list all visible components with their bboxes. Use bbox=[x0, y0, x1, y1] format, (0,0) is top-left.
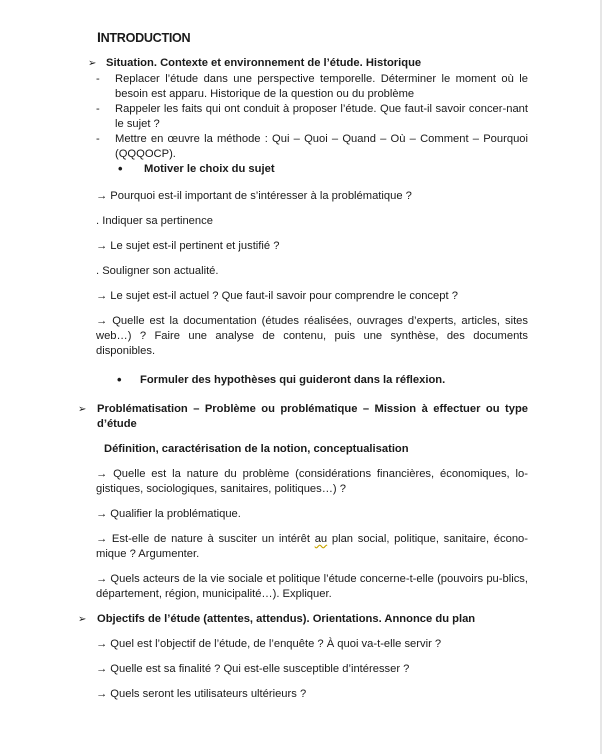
arrow-bullet-icon: ➢ bbox=[78, 404, 87, 415]
section-heading-objectifs bbox=[78, 612, 528, 627]
dash-bullet: - bbox=[96, 73, 100, 85]
section-heading-problematisation bbox=[78, 402, 528, 432]
bullet-heading-motiver bbox=[96, 162, 528, 177]
section-heading-text: Situation. Contexte et environnement de l’étude. Historique bbox=[106, 57, 422, 69]
paragraph: → Quel est l’objectif de l’étude, de l’enquête ? À quoi va-t-elle servir ? bbox=[96, 638, 442, 650]
arrow-bullet-icon: ➢ bbox=[78, 614, 87, 625]
subheading-definition: Définition, caractérisation de la notion, conceptualisation bbox=[104, 443, 409, 455]
dash-bullet: - bbox=[96, 133, 100, 145]
bullet-heading-text: Motiver le choix du sujet bbox=[144, 163, 275, 175]
paragraph: . Souligner son actualité. bbox=[96, 265, 219, 277]
dot-bullet-icon: • bbox=[118, 161, 123, 176]
list-item bbox=[96, 132, 528, 162]
situation-list bbox=[96, 72, 528, 162]
section-heading-text: Problématisation – Problème ou problématique – Mission à effectuer ou type d’étude bbox=[97, 403, 528, 430]
list-item-text: Replacer l’étude dans une perspective temporelle. Déterminer le moment où le besoin est apparu. Historique de la question ou du problème bbox=[115, 73, 528, 100]
paragraph: → Pourquoi est-il important de s’intéresser à la problématique ? bbox=[96, 190, 412, 202]
dot-bullet-icon: • bbox=[117, 372, 122, 387]
section-heading-situation bbox=[88, 56, 528, 71]
list-item bbox=[96, 102, 528, 132]
list-item bbox=[96, 72, 528, 102]
paragraph-text: → Est-elle de nature à susciter un intérêt bbox=[96, 533, 315, 545]
list-item-text: Rappeler les faits qui ont conduit à proposer l’étude. Que faut-il savoir concer-nant le sujet ? bbox=[115, 103, 528, 130]
paragraph-text: plan social, politique, sanitaire, écono-mique ? Argumenter. bbox=[96, 533, 528, 560]
document-title bbox=[97, 30, 528, 46]
bullet-heading-text: Formuler des hypothèses qui guideront dans la réflexion. bbox=[140, 374, 446, 386]
title-capital: I bbox=[97, 29, 101, 45]
paragraph: → Le sujet est-il pertinent et justifié ? bbox=[96, 240, 280, 252]
paragraph: → Quelle est sa finalité ? Qui est-elle susceptible d’intéresser ? bbox=[96, 663, 410, 675]
paragraph bbox=[96, 532, 528, 562]
list-item-text: Mettre en œuvre la méthode : Qui – Quoi – Quand – Où – Comment – Pourquoi (QQQOCP). bbox=[115, 133, 528, 160]
arrow-bullet-icon: ➢ bbox=[88, 58, 97, 69]
paragraph: . Indiquer sa pertinence bbox=[96, 215, 213, 227]
paragraph: → Quels seront les utilisateurs ultérieurs ? bbox=[96, 688, 307, 700]
section-heading-text: Objectifs de l’étude (attentes, attendus). Orientations. Annonce du plan bbox=[97, 613, 476, 625]
dash-bullet: - bbox=[96, 103, 100, 115]
paragraph: → Quels acteurs de la vie sociale et politique l’étude concerne-t-elle (pouvoirs pu-blics, département, région, municipalité…). Expliquer. bbox=[96, 573, 528, 600]
bullet-heading-hypotheses bbox=[96, 373, 528, 388]
paragraph: → Le sujet est-il actuel ? Que faut-il savoir pour comprendre le concept ? bbox=[96, 290, 458, 302]
title-rest: NTRODUCTION bbox=[100, 31, 191, 45]
proofing-marked-word: au bbox=[314, 533, 328, 545]
document-body bbox=[78, 29, 528, 712]
paragraph: → Qualifier la problématique. bbox=[96, 508, 241, 520]
paragraph: → Quelle est la nature du problème (considérations financières, économiques, lo-gistiques, sociologiques, sanitaires, politiques…) ? bbox=[96, 468, 528, 495]
paragraph: → Quelle est la documentation (études réalisées, ouvrages d’experts, articles, sites web…) ? Faire une analyse de contenu, puis une synthèse, des documents disponibles. bbox=[96, 315, 528, 357]
